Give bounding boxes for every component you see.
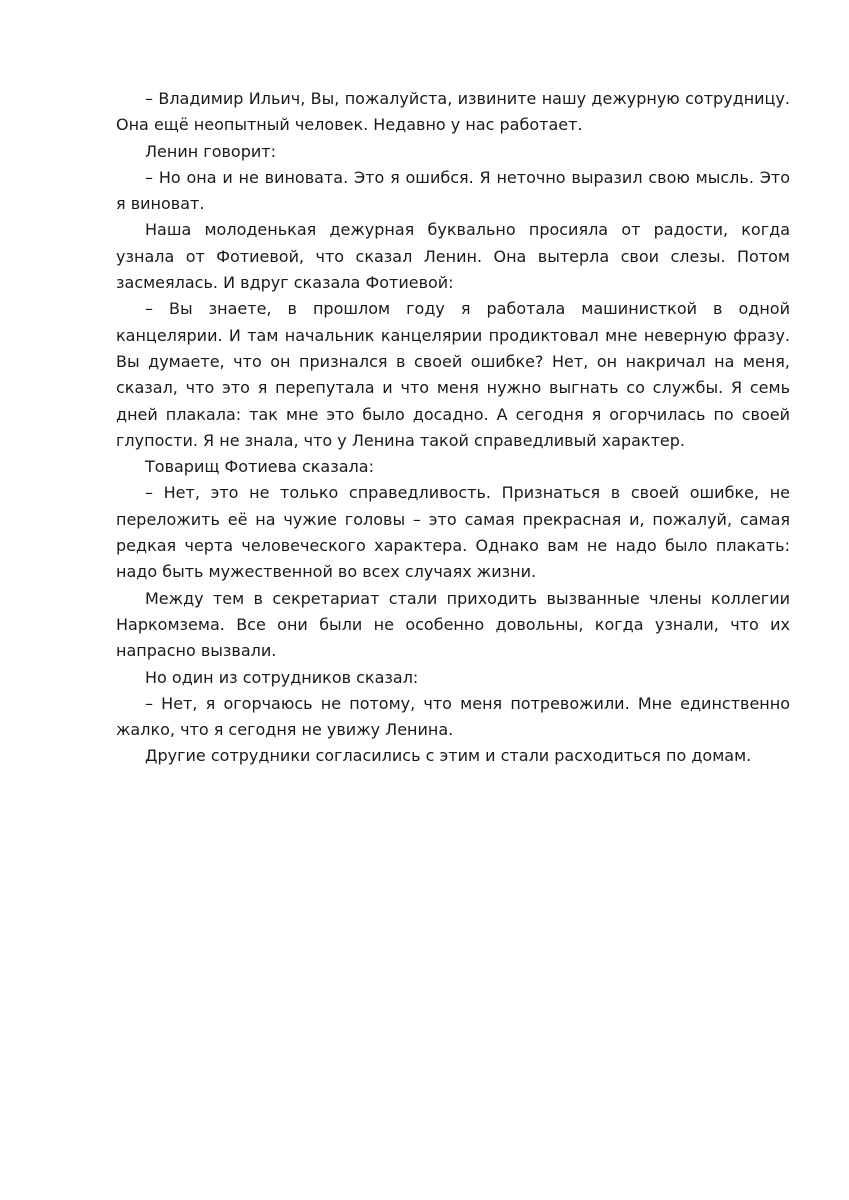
paragraph: Ленин говорит: bbox=[145, 141, 276, 161]
paragraph: – Владимир Ильич, Вы, пожалуйста, извините нашу дежурную сотрудницу. Она ещё неопытный человек. Недавно у нас работает. bbox=[116, 89, 790, 135]
paragraph: – Нет, это не только справедливость. Признаться в своей ошибке, не переложить её на чужие головы – это самая прекрасная и, пожалуй, самая редкая черта человеческого характера. Однако вам не надо было плакать: надо быть мужественной во всех случаях жизни. bbox=[116, 483, 790, 582]
paragraph: – Вы знаете, в прошлом году я работала машинисткой в одной канцелярии. И там начальник канцелярии продиктовал мне неверную фразу. Вы думаете, что он признался в своей ошибке? Нет, он накричал на меня, сказал, что это я перепутала и что меня нужно выгнать со службы. Я семь дней плакала: так мне это было досадно. А сегодня я огорчилась по своей глупости. Я не знала, что у Ленина такой справедливый характер. bbox=[116, 299, 790, 450]
paragraph: Товарищ Фотиева сказала: bbox=[145, 457, 374, 477]
paragraph: Между тем в секретариат стали приходить вызванные члены коллегии Наркомзема. Все они были не особенно довольны, когда узнали, что их напрасно вызвали. bbox=[116, 588, 790, 661]
paragraph: – Нет, я огорчаюсь не потому, что меня потревожили. Мне единственно жалко, что я сегодня не увижу Ленина. bbox=[116, 693, 790, 740]
paragraph: Другие сотрудники согласились с этим и стали расходиться по домам. bbox=[145, 746, 752, 766]
document-body bbox=[116, 86, 790, 770]
paragraph: Но один из сотрудников сказал: bbox=[145, 667, 419, 687]
paragraph: Наша молоденькая дежурная буквально просияла от радости, когда узнала от Фотиевой, что сказал Ленин. Она вытерла свои слезы. Потом засмеялась. И вдруг сказала Фотиевой: bbox=[116, 220, 790, 293]
paragraph: – Но она и не виновата. Это я ошибся. Я неточно выразил свою мысль. Это я виноват. bbox=[116, 167, 790, 214]
